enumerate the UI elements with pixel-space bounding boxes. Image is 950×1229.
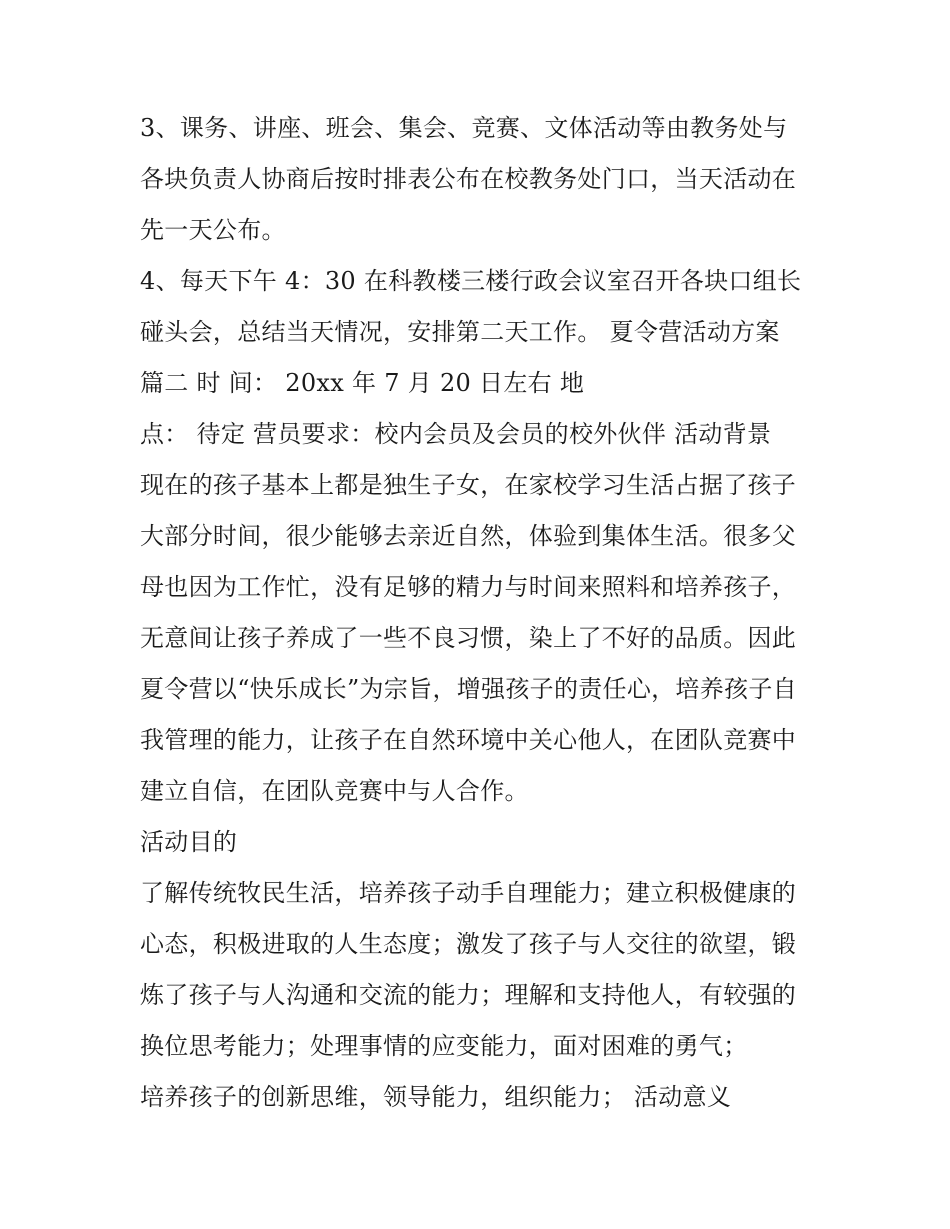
text-line: 培养孩子的创新思维，领导能力，组织能力； 活动意义 [140, 1083, 732, 1111]
section-heading: 活动目的 [140, 828, 238, 856]
text-line: 炼了孩子与人沟通和交流的能力；理解和支持他人，有较强的 [140, 981, 797, 1009]
text-line: 篇二 时 间： 20xx 年 7 月 20 日左右 地 [140, 369, 585, 397]
text-line: 我管理的能力，让孩子在自然环境中关心他人，在团队竞赛中 [140, 726, 797, 754]
text-line: 4、每天下午 4：30 在科教楼三楼行政会议室召开各块口组长 [140, 267, 802, 295]
text-line: 点： 待定 营员要求：校内会员及会员的校外伙伴 活动背景 [140, 420, 772, 448]
body-text [140, 103, 830, 1123]
text-line: 夏令营以“快乐成长”为宗旨，增强孩子的责任心，培养孩子自 [140, 675, 797, 703]
text-line: 先一天公布。 [140, 216, 286, 244]
text-line: 大部分时间，很少能够去亲近自然，体验到集体生活。很多父 [140, 522, 797, 550]
text-line: 建立自信，在团队竞赛中与人合作。 [140, 777, 529, 805]
text-line: 现在的孩子基本上都是独生子女，在家校学习生活占据了孩子 [140, 471, 797, 499]
text-line: 换位思考能力；处理事情的应变能力，面对困难的勇气； [140, 1032, 748, 1060]
text-line: 母也因为工作忙，没有足够的精力与时间来照料和培养孩子， [140, 573, 797, 601]
text-line: 无意间让孩子养成了一些不良习惯，染上了不好的品质。因此 [140, 624, 797, 652]
text-line: 各块负责人协商后按时排表公布在校教务处门口，当天活动在 [140, 165, 797, 193]
text-line: 3、课务、讲座、班会、集会、竞赛、文体活动等由教务处与 [140, 114, 788, 142]
text-line: 了解传统牧民生活，培养孩子动手自理能力；建立积极健康的 [140, 879, 797, 907]
text-line: 碰头会，总结当天情况，安排第二天工作。 夏令营活动方案 [140, 318, 780, 346]
text-line: 心态，积极进取的人生态度；激发了孩子与人交往的欲望，锻 [140, 930, 797, 958]
